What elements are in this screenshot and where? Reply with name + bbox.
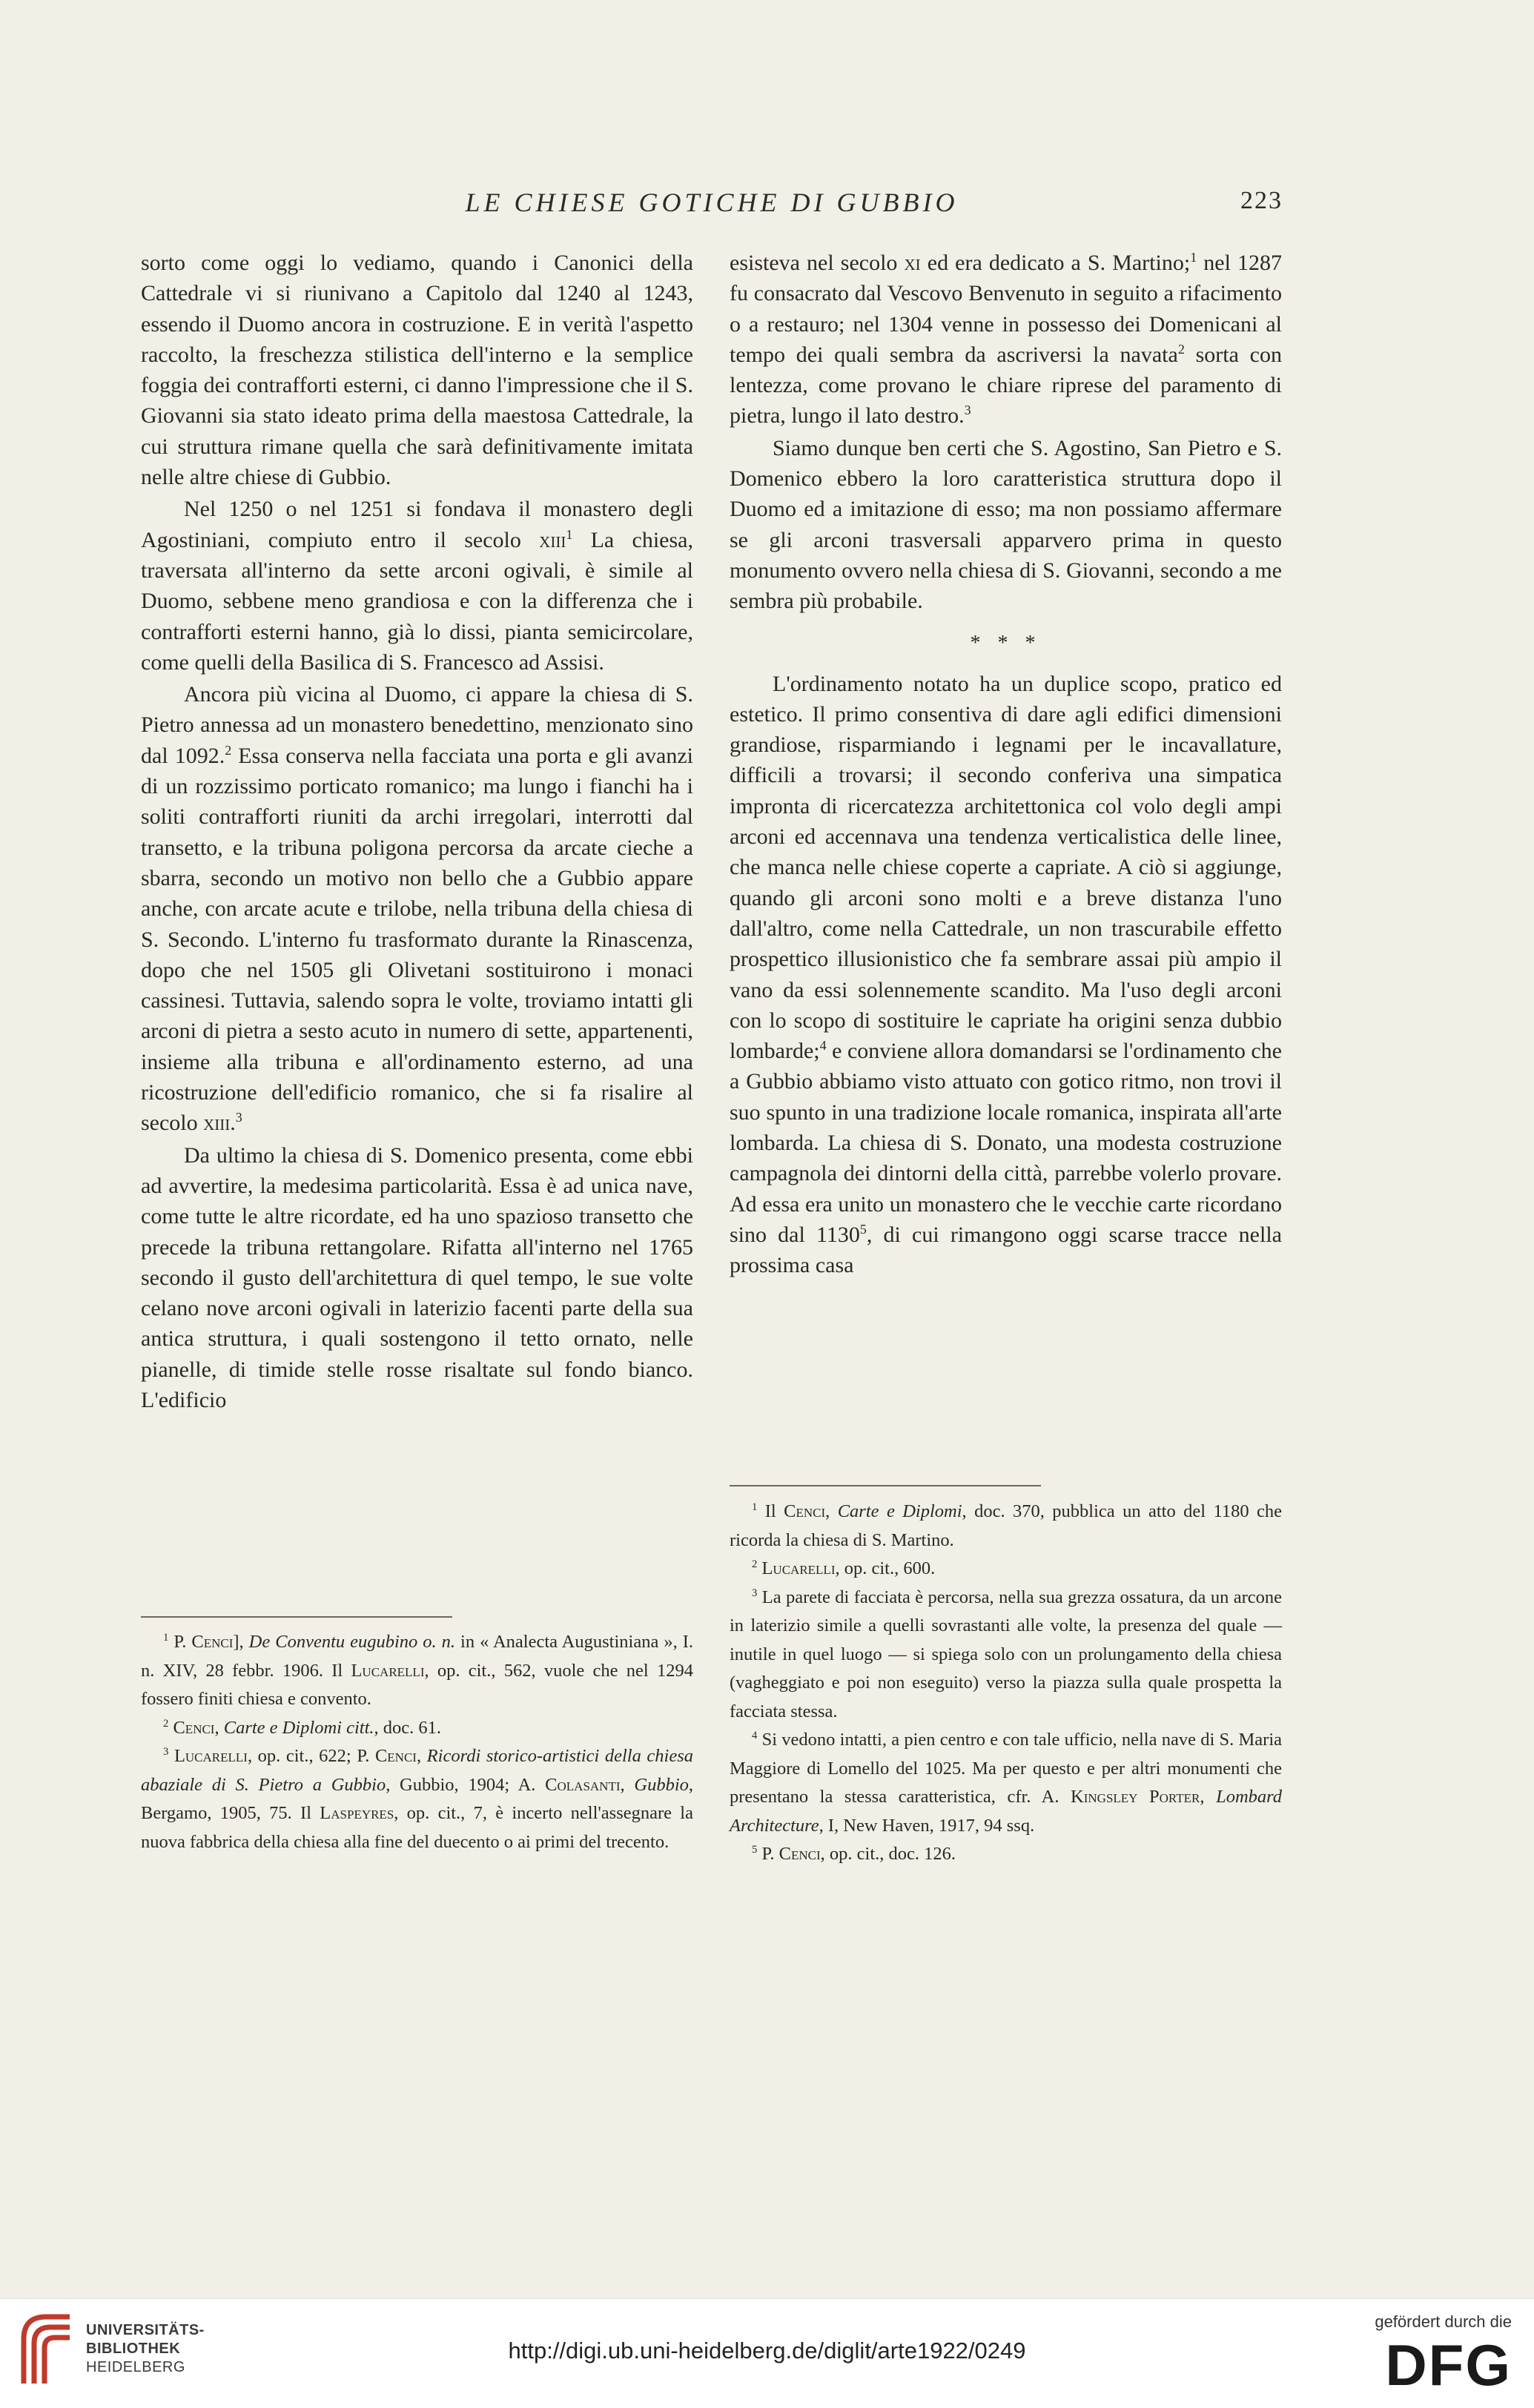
footnote: $^1$ P. Cenci], De Conventu eugubino o. n. in « Analecta Augustiniana », I. n. XIV, 28 febbr. 1906. Il Lucarelli, op. cit., 562, vuole che nel 1294 fossero finiti chiesa e convento. — [141, 1631, 693, 1709]
section-break: * * * — [970, 631, 1042, 655]
right-footnotes — [730, 1498, 1282, 1869]
footnote: $^3$ La parete di facciata è percorsa, nella sua grezza ossatura, da un arcone in laterizio simile a quelli sovrastanti alle volte, la presenza del quale — inutile in quel luogo — si spiega solo con un prolungamento della chiesa (vagheggiato e poi non eseguito) verso la piazza sulla quale prospetta la facciata stessa. — [730, 1587, 1283, 1721]
paragraph: Siamo dunque ben certi che S. Agostino, San Pietro e S. Domenico ebbero la loro caratteristica struttura dopo il Duomo ed a imitazione di esso; ma non possiamo affermare se gli arconi trasversali apparvero prima in questo monumento ovvero nella chiesa di S. Giovanni, secondo a me sembra più probabile. — [730, 435, 1282, 614]
footnote: $^1$ Il Cenci, Carte e Diplomi, doc. 370, pubblica un atto del 1180 che ricorda la chiesa di S. Martino. — [730, 1501, 1283, 1550]
footnote: $^2$ Cenci, Carte e Diplomi citt., doc. 61. — [163, 1717, 442, 1738]
right-column-text — [730, 248, 1282, 1281]
page-number: 223 — [1240, 187, 1283, 214]
running-title: LE CHIESE GOTICHE DI GUBBIO — [465, 188, 959, 217]
footnote: $^5$ P. Cenci, op. cit., doc. 126. — [752, 1843, 956, 1864]
footnote-ref[interactable]: 1 — [566, 526, 573, 542]
footnote-ref[interactable]: 2 — [225, 742, 232, 758]
paragraph: esisteva nel secolo xi ed era dedicato a S. Martino;$^1$ nel 1287 fu consacrato dal Vescovo Benvenuto in seguito a rifacimento o a restauro; nel 1304 venne in possesso dei Domenicani al tempo dei quali sembra da ascriversi la navata$^2$ sorta con lentezza, come provano le chiare riprese del paramento di pietra, lungo il lato destro.$^3$ — [730, 250, 1282, 429]
footnote-ref[interactable]: 2 — [1177, 341, 1185, 357]
footnote-rule-left — [141, 1616, 452, 1618]
footnote-ref[interactable]: 3 — [235, 1110, 242, 1125]
footnote: $^2$ Lucarelli, op. cit., 600. — [752, 1558, 936, 1578]
viewer-footer — [0, 2298, 1534, 2408]
footnote-ref[interactable]: 5 — [859, 1221, 867, 1237]
permalink-url[interactable]: http://digi.ub.uni-heidelberg.de/diglit/arte1922/0249 — [508, 2338, 1026, 2364]
footnote-ref[interactable]: 1 — [1190, 250, 1197, 265]
paragraph: Ancora più vicina al Duomo, ci appare la chiesa di S. Pietro annessa ad un monastero benedettino, menzionato sino dal 1092.$^2$ Essa conserva nella facciata una porta e gli avanzi di un rozzissimo porticato romanico; ma lungo i fianchi ha i soliti contrafforti riuniti da archi irregolari, interrotti dal transetto, e la tribuna poligona percorsa da arcate cieche a sbarra, secondo un motivo non bello che a Gubbio appare anche, con arcate acute e trilobe, nella tribuna della chiesa di S. Secondo. L'interno fu trasformato durante la Rinascenza, dopo che nel 1505 gli Olivetani sostituirono i monaci cassinesi. Tuttavia, salendo sopra le volte, troviamo intatti gli arconi di pietra a sesto acuto in numero di sette, appartenenti, insieme alla tribuna e all'ordinamento esterno, ad una ricostruzione dell'edificio romanico, che si fa risalire al secolo xiii.$^3$ — [141, 682, 693, 1136]
footnote: $^4$ Si vedono intatti, a pien centro e con tale ufficio, nella nave di S. Maria Maggiore di Lomello del 1025. Ma per questo e per altri monumenti che presentano la stessa caratteristica, cfr. A. Kingsley Porter, Lombard Architecture, I, New Haven, 1917, 94 ssq. — [730, 1729, 1283, 1836]
footnote: $^3$ Lucarelli, op. cit., 622; P. Cenci, Ricordi storico-artistici della chiesa abaziale di S. Pietro a Gubbio, Gubbio, 1904; A. Colasanti, Gubbio, Bergamo, 1905, 75. Il Laspeyres, op. cit., 7, è incerto nell'assegnare la nuova fabbrica della chiesa alla fine del duecento o ai primi del trecento. — [141, 1745, 694, 1852]
dfg-logo-icon[interactable]: DFG — [1385, 2332, 1512, 2398]
library-name[interactable]: UNIVERSITÄTS- BIBLIOTHEK HEIDELBERG — [86, 2322, 205, 2375]
footnote-ref[interactable]: 4 — [819, 1038, 827, 1054]
funding-note: gefördert durch die — [1375, 2312, 1512, 2331]
paragraph: Da ultimo la chiesa di S. Domenico presenta, come ebbi ad avvertire, la medesima particolarità. Essa è ad unica nave, come tutte le altre ricordate, ed ha uno spazioso transetto che precede la tribuna rettangolare. Rifatta all'interno nel 1765 secondo il gusto dell'architettura di quel tempo, le sue volte celano nove arconi ogivali in laterizio facenti parte della sua antica struttura, i quali sostengono il tetto ornato, nelle pianelle, di timide stelle rosse risaltate sul fondo bianco. L'edificio — [141, 1142, 693, 1412]
left-footnotes — [141, 1628, 693, 1856]
footnote-ref[interactable]: 3 — [964, 403, 971, 418]
paragraph: L'ordinamento notato ha un duplice scopo, pratico ed estetico. Il primo consentiva di dare agli edifici dimensioni grandiose, risparmiando i legnami per le incavallature, difficili a trovarsi; il secondo conferiva una simpatica impronta di ricercatezza architettonica col volo degli ampi arconi ed accennava una tendenza verticalistica delle linee, che manca nelle chiese coperte a capriate. A ciò si aggiunge, quando gli arconi sono molti e a breve distanza l'uno dall'altro, come nella Cattedrale, un non trascurabile effetto prospettico illusionistico che fa sembrare assai più ampio il vano da essi solennemente scandito. Ma l'uso degli arconi con lo scopo di sostituire le capriate ha origini senza dubbio lombarde;$^4$ e conviene allora domandarsi se l'ordinamento che a Gubbio abbiamo visto attuato con gotico ritmo, non trovi il suo spunto in una tradizione locale romanica, inspirata all'arte lombarda. La chiesa di S. Donato, una modesta costruzione campagnola dei dintorni della città, parrebbe volerlo provare. Ad essa era unito un monastero che le vecchie carte ricordano sino dal 1130$^5$, di cui rimangono oggi scarse tracce nella prossima casa — [730, 671, 1282, 1278]
footnote-rule-right — [730, 1485, 1041, 1486]
paragraph: sorto come oggi lo vediamo, quando i Canonici della Cattedrale vi si riunivano a Capitolo dal 1240 al 1243, essendo il Duomo ancora in costruzione. E in verità l'aspetto raccolto, la freschezza stilistica dell'interno e la semplice foggia dei contrafforti esterni, ci danno l'impressione che il S. Giovanni sia stato ideato prima della maestosa Cattedrale, la cui struttura rimane quella che sarà definitivamente imitata nelle altre chiese di Gubbio. — [141, 251, 693, 490]
left-column-text — [141, 248, 693, 1415]
paragraph: Nel 1250 o nel 1251 si fondava il monastero degli Agostiniani, compiuto entro il secolo xiii$^1$ La chiesa, traversata all'interno da sette arconi ogivali, è simile al Duomo, sebbene meno grandiosa e con la differenza che i contrafforti esterni hanno, già lo dissi, pianta semicircolare, come quelli della Basilica di S. Francesco ad Assisi. — [141, 497, 693, 675]
